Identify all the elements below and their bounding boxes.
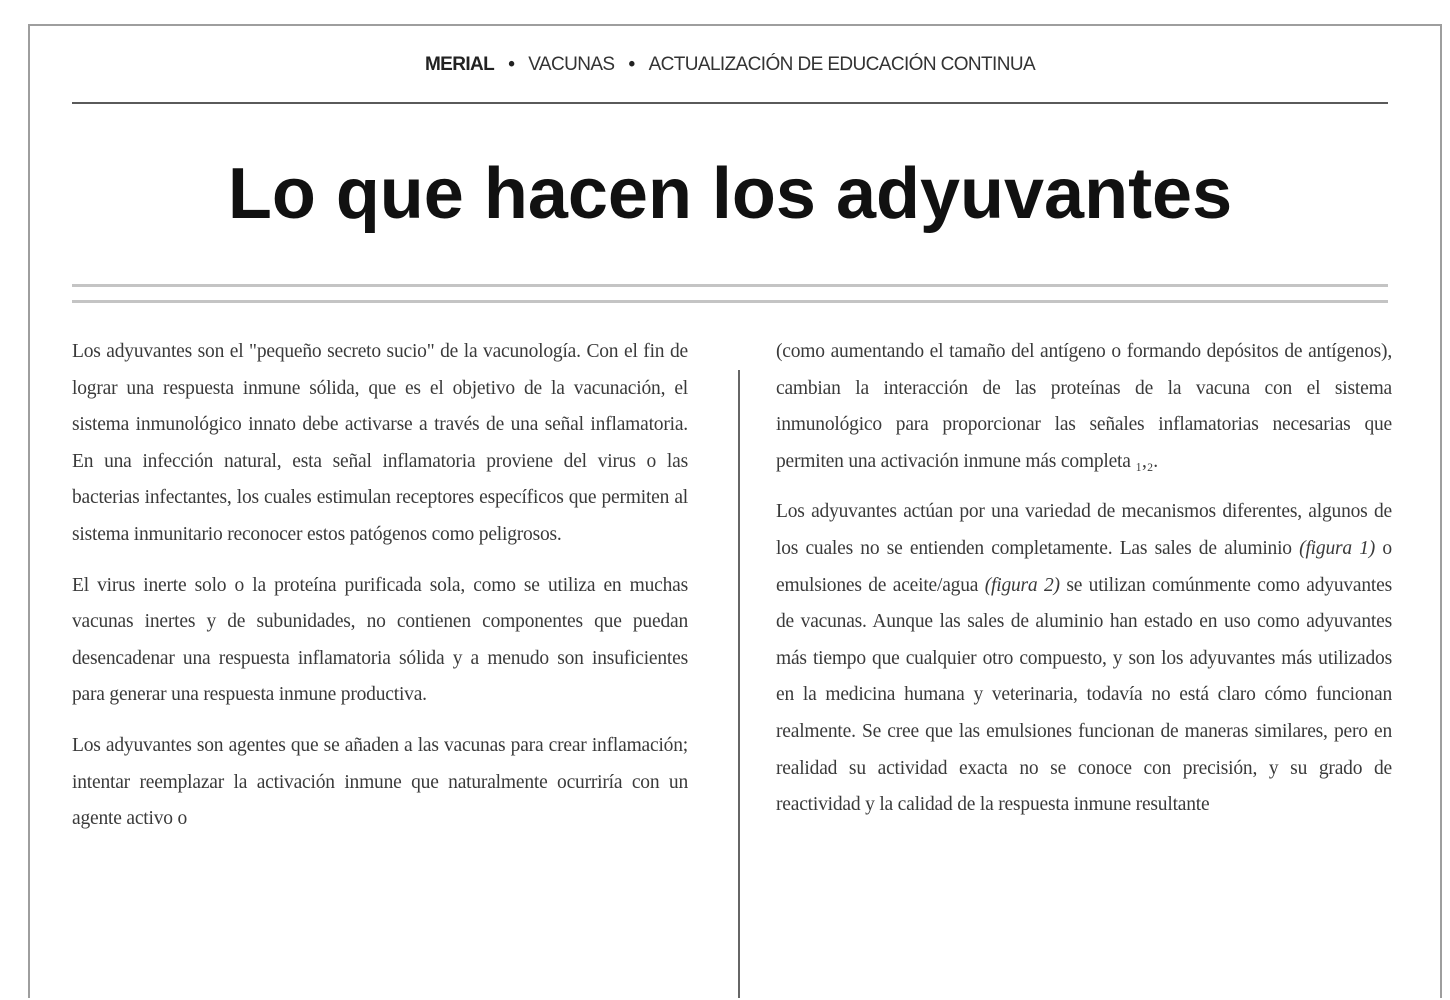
header-rule [72, 102, 1388, 104]
document-page [28, 24, 1442, 998]
left-column [72, 334, 688, 852]
bullet-separator: • [508, 54, 515, 75]
right-column [776, 334, 1392, 838]
title-rule-lower [72, 300, 1388, 303]
brand-name: MERIAL [424, 54, 495, 75]
paragraph: El virus inerte solo o la proteína purificada sola, como se utiliza en muchas vacunas inertes y de subunidades, no contienen componentes que puedan desencadenar una respuesta inflamatoria sólida y a menudo son insuficientes para generar una respuesta inmune productiva. [72, 574, 688, 706]
article-title: Lo que hacen los adyuvantes [227, 154, 1233, 234]
paragraph: Los adyuvantes son agentes que se añaden a las vacunas para crear inflamación; intentar reemplazar la activación inmune que naturalmente ocurriría con un agente activo o [72, 734, 688, 830]
header-section: VACUNAS [528, 54, 615, 75]
paragraph: (como aumentando el tamaño del antígeno o formando depósitos de antígenos), cambian la interacción de las proteínas de la vacuna con el sistema inmunológico para proporcionar las señales inflamatorias necesarias que permiten una activación inmune más completa ₁,₂. [776, 341, 1392, 472]
running-header [72, 54, 1388, 76]
paragraph-text: o emulsiones de aceite/agua [776, 537, 1392, 596]
column-divider [738, 370, 740, 998]
figure-1-reference: (figura 1) [1299, 537, 1376, 559]
header-subtitle: ACTUALIZACIÓN DE EDUCACIÓN CONTINUA [648, 54, 1036, 75]
paragraph-text: Los adyuvantes actúan por una variedad de mecanismos diferentes, algunos de los cuales no se entienden completamente. Las sales de aluminio [776, 501, 1392, 559]
paragraph [776, 494, 1392, 823]
title-rule-upper [72, 284, 1388, 287]
bullet-separator: • [628, 54, 635, 75]
paragraph: Los adyuvantes son el "pequeño secreto sucio" de la vacunología. Con el fin de lograr una respuesta inmune sólida, que es el objetivo de la vacunación, el sistema inmunológico innato debe activarse a través de una señal inflamatoria. En una infección natural, esta señal inflamatoria proviene del virus o las bacterias infectantes, los cuales estimulan receptores específicos que permiten al sistema inmunitario reconocer estos patógenos como peligrosos. [72, 341, 688, 545]
paragraph-text: se utilizan comúnmente como adyuvantes de vacunas. Aunque las sales de aluminio han estado en uso como adyuvantes más tiempo que cualquier otro compuesto, y son los adyuvantes más utilizados en la medicina humana y veterinaria, todavía no está claro cómo funcionan realmente. Se cree que las emulsiones funcionan de maneras similares, pero en realidad su actividad exacta no se conoce con precisión, y su grado de reactividad y la calidad de la respuesta inmune resultante [776, 574, 1392, 816]
figure-2-reference: (figura 2) [984, 574, 1060, 596]
